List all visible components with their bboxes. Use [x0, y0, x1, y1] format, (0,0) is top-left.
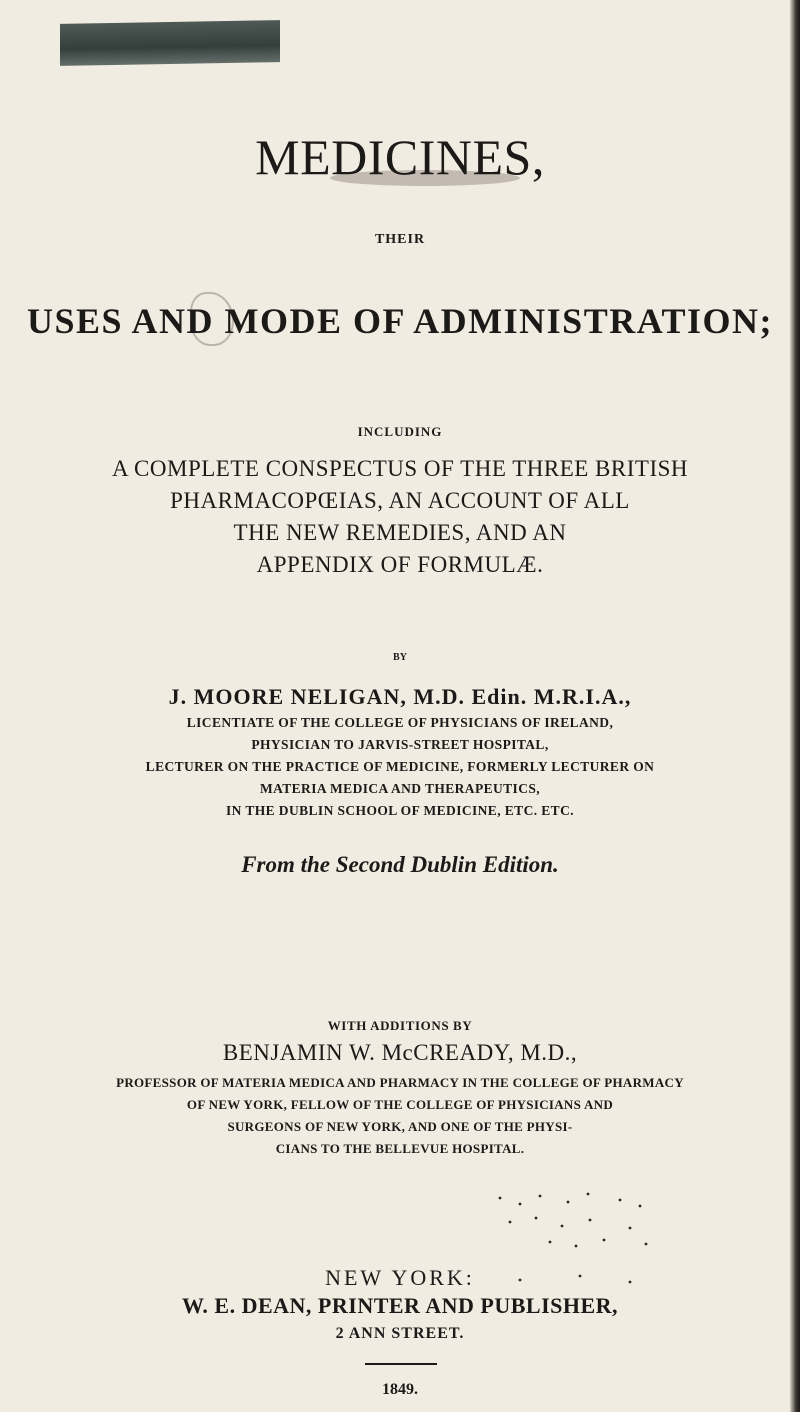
- contents-line: A COMPLETE CONSPECTUS OF THE THREE BRITISH: [111, 456, 689, 481]
- editor-credential: CIANS TO THE BELLEVUE HOSPITAL.: [275, 1141, 525, 1156]
- contents-line: APPENDIX OF FORMULÆ.: [256, 552, 544, 577]
- author-credential: LECTURER ON THE PRACTICE OF MEDICINE, FORMERLY LECTURER ON: [145, 759, 655, 774]
- editor-name: BENJAMIN W. McCREADY, M.D.,: [222, 1040, 578, 1065]
- including-label: INCLUDING: [357, 424, 443, 439]
- author-credential: MATERIA MEDICA AND THERAPEUTICS,: [259, 781, 541, 796]
- book-subtitle: USES AND MODE OF ADMINISTRATION;: [26, 301, 774, 341]
- binding-tape: [60, 20, 280, 66]
- author-credential: IN THE DUBLIN SCHOOL OF MEDICINE, ETC. ETC.: [225, 803, 575, 818]
- additions-label: WITH ADDITIONS BY: [327, 1018, 473, 1033]
- editor-credential: SURGEONS OF NEW YORK, AND ONE OF THE PHYSI-: [227, 1119, 573, 1134]
- by-label: BY: [393, 652, 407, 663]
- author-credential: LICENTIATE OF THE COLLEGE OF PHYSICIANS OF IRELAND,: [186, 715, 614, 730]
- imprint-rule: [365, 1363, 437, 1365]
- contents-line: THE NEW REMEDIES, AND AN: [233, 520, 567, 545]
- title-connector: THEIR: [374, 232, 426, 247]
- author-name: J. MOORE NELIGAN, M.D. Edin. M.R.I.A.,: [168, 684, 632, 709]
- imprint-publisher: W. E. DEAN, PRINTER AND PUBLISHER,: [181, 1293, 619, 1318]
- imprint-address: 2 ANN STREET.: [335, 1325, 465, 1342]
- imprint-place: NEW YORK:: [325, 1265, 475, 1290]
- book-title: MEDICINES,: [255, 129, 545, 185]
- edition-statement: From the Second Dublin Edition.: [241, 852, 559, 877]
- editor-credential: PROFESSOR OF MATERIA MEDICA AND PHARMACY IN THE COLLEGE OF PHARMACY: [116, 1075, 684, 1090]
- contents-line: PHARMACOPŒIAS, AN ACCOUNT OF ALL: [170, 488, 630, 513]
- imprint-year: 1849.: [382, 1381, 418, 1398]
- author-credential: PHYSICIAN TO JARVIS-STREET HOSPITAL,: [251, 737, 549, 752]
- editor-credential: OF NEW YORK, FELLOW OF THE COLLEGE OF PHYSICIANS AND: [186, 1097, 614, 1112]
